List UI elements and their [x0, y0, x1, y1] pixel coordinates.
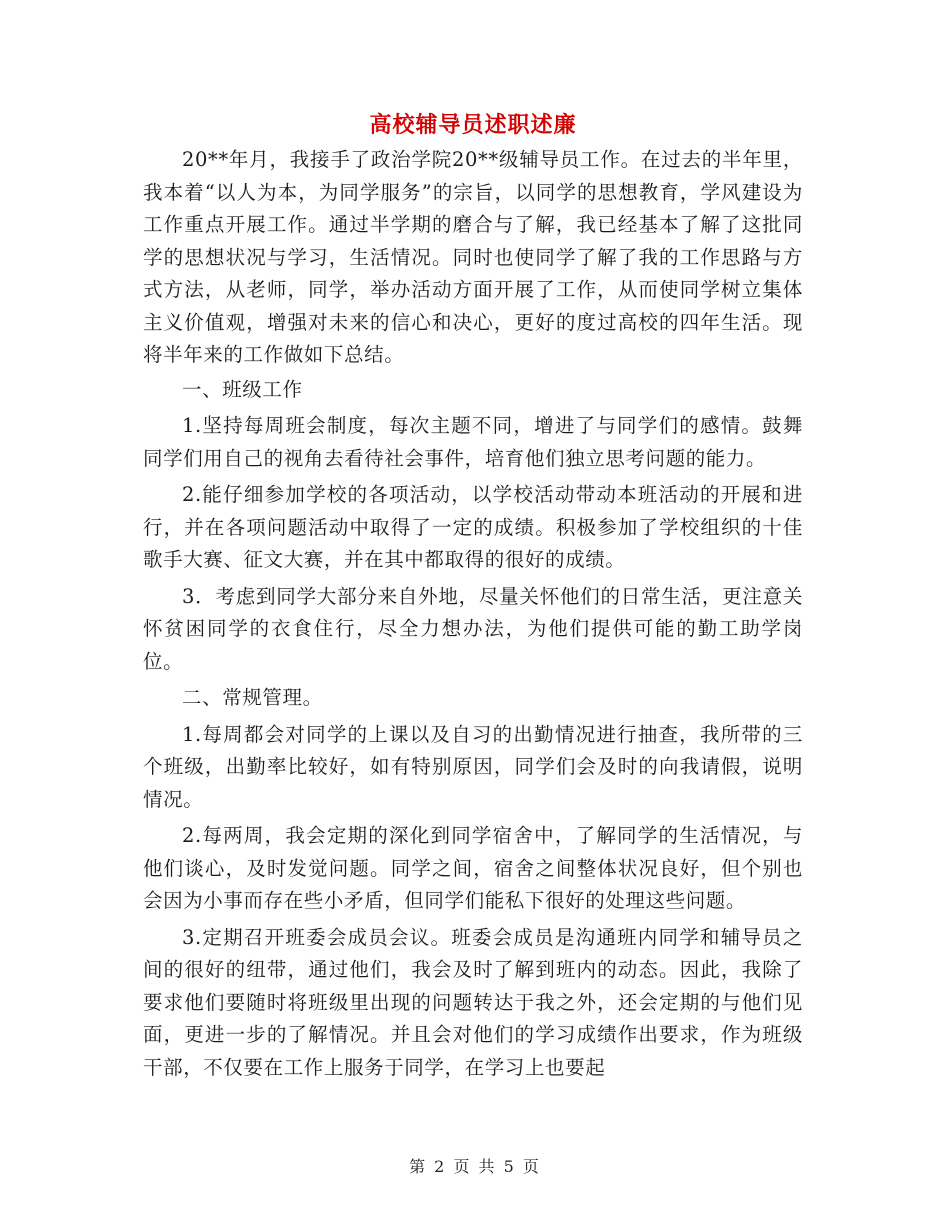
paragraph-class-work-2: 2.能仔细参加学校的各项活动，以学校活动带动本班活动的开展和进行，并在各项问题活动中取得了一定的成绩。积极参加了学校组织的十佳歌手大赛、征文大赛，并在其中都取得的很好的成绩。: [143, 483, 803, 571]
paragraph-class-work-3: 3．考虑到同学大部分来自外地，尽量关怀他们的日常生活，更注意关怀贫困同学的衣食住行，尽全力想办法，为他们提供可能的勤工助学岗位。: [143, 584, 803, 673]
paragraph-routine-1: 1.每周都会对同学的上课以及自习的出勤情况进行抽查，我所带的三个班级，出勤率比较好，如有特别原因，同学们会及时的向我请假，说明情况。: [143, 722, 803, 811]
section-heading-class-work: 一、班级工作: [182, 377, 303, 401]
paragraph-class-work-1: 1.坚持每周班会制度，每次主题不同，增进了与同学们的感情。鼓舞同学们用自己的视角去看待社会事件，培育他们独立思考问题的能力。: [143, 414, 803, 470]
paragraph-routine-2: 2.每两周，我会定期的深化到同学宿舍中，了解同学的生活情况，与他们谈心，及时发觉问题。同学之间，宿舍之间整体状况良好，但个别也会因为小事而存在些小矛盾，但同学们能私下很好的处理这些问题。: [143, 824, 803, 912]
intro-paragraph: 20**年月，我接手了政治学院20**级辅导员工作。在过去的半年里，我本着“以人为本，为同学服务”的宗旨，以同学的思想教育，学风建设为工作重点开展工作。通过半学期的磨合与了解，我已经基本了解了这批同学的思想状况与学习，生活情况。同时也使同学了解了我的工作思路与方式方法，从老师，同学，举办活动方面开展了工作，从而使同学树立集体主义价值观，增强对未来的信心和决心，更好的度过高校的四年生活。现将半年来的工作做如下总结。: [143, 148, 803, 366]
document-page: [143, 108, 803, 1088]
page-title: 高校辅导员述职述廉: [369, 112, 577, 138]
section-heading-routine-management: 二、常规管理。: [182, 686, 323, 709]
paragraph-routine-3: 3.定期召开班委会成员会议。班委会成员是沟通班内同学和辅导员之间的很好的纽带，通过他们，我会及时了解到班内的动态。因此，我除了要求他们要随时将班级里出现的问题转达于我之外，还会定期的与他们见面，更进一步的了解情况。并且会对他们的学习成绩作出要求，作为班级干部，不仅要在工作上服务于同学，在学习上也要起: [143, 925, 803, 1079]
page-footer: 第 2 页 共 5 页: [409, 1157, 541, 1176]
